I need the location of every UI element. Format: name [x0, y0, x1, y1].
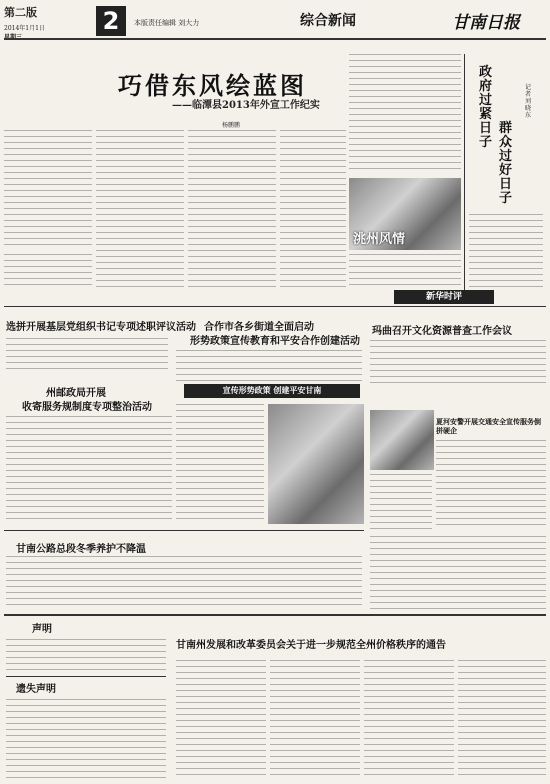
page-number-badge: 2 [96, 6, 126, 36]
brand-logo: 甘南日报 [452, 13, 520, 33]
notice-statement-box [6, 620, 166, 674]
article-4-body [6, 416, 172, 524]
lead-subtitle: ——临潭县2013年外宣工作纪实 [172, 100, 320, 111]
article-5-banner [184, 384, 360, 398]
article-6-title: 夏河安警开展交通安全宣传服务倒拼硬企 [436, 418, 541, 435]
article-3-body [370, 340, 546, 386]
photo-traffic [370, 410, 434, 470]
article-1-body [6, 338, 168, 374]
article-5-body-left [176, 404, 264, 524]
column-title1: 政府过紧日子 [479, 65, 493, 150]
date-label: 2014年1月1日 [4, 25, 45, 32]
lead-headline: 巧借东风绘蓝图 [118, 72, 307, 100]
lead-body-col1 [4, 130, 92, 250]
news-tag: 新华时评 [425, 292, 462, 302]
notice-loss-box [6, 680, 166, 780]
article-8-title: 甘南州发展和改革委员会关于进一步规范全州价格秩序的通告 [176, 640, 446, 651]
notice1-body [6, 639, 166, 675]
article-8-body-col2 [270, 660, 360, 780]
notice2-body [6, 699, 166, 781]
lead-body-col6 [349, 254, 461, 290]
article-8-body-col3 [364, 660, 454, 780]
article-6-body [436, 440, 546, 530]
lead-body-col5 [280, 130, 346, 290]
notice2-title: 遗失声明 [16, 684, 56, 695]
article-6-body-lower [370, 536, 546, 610]
header-rule [4, 38, 546, 40]
article-4-subtitle: 收寄服务规制度专项整治活动 [22, 402, 152, 413]
column-body [469, 214, 543, 290]
edition-label: 第二版 [4, 6, 37, 19]
article-8-body-col4 [458, 660, 546, 780]
lead-body-col2 [4, 254, 92, 290]
section-title: 综合新闻 [300, 13, 356, 29]
section-divider-1 [4, 306, 546, 307]
article-7-body [6, 556, 362, 610]
article-3-body-lower [370, 474, 432, 530]
photo-caption: 洮州风情 [353, 232, 406, 247]
section-divider-3 [4, 614, 546, 616]
article-5-title: 宣传形势政策 创建平安甘南 [222, 386, 322, 395]
column-body-top [349, 54, 461, 172]
article-4-title: 州邮政局开展 [46, 388, 106, 399]
lead-body-col4 [188, 130, 276, 290]
column-author: 记者 刘晓东 [525, 84, 532, 119]
article-3-title: 玛曲召开文化资源普查工作会议 [372, 326, 512, 337]
article-2-title: 合作市各乡街道全面启动 [204, 322, 314, 333]
header-edition-block [4, 4, 62, 42]
notice-divider [6, 676, 166, 677]
lead-body-col3 [96, 130, 184, 290]
section-divider-2 [4, 530, 364, 531]
column-title2: 群众过好日子 [499, 121, 513, 206]
photo-hongfeng [349, 178, 461, 250]
article-7-title: 甘南公路总段冬季养护不降温 [16, 544, 146, 555]
article-8-body-col1 [176, 660, 266, 780]
news-tag-banner [394, 290, 494, 304]
article-1-title: 选拼开展基层党组织书记专项述职评议活动 [6, 322, 196, 333]
column-box [464, 54, 547, 294]
lead-byline: 杨鹏鹏 [222, 122, 241, 129]
photo-police [268, 404, 364, 524]
article-2-subtitle: 形势政策宣传教育和平安合作创建活动 [190, 336, 360, 347]
article-2-body [176, 350, 362, 386]
notice1-title: 声明 [32, 624, 52, 635]
editor-label: 本版责任编辑 刘大力 [134, 19, 200, 27]
